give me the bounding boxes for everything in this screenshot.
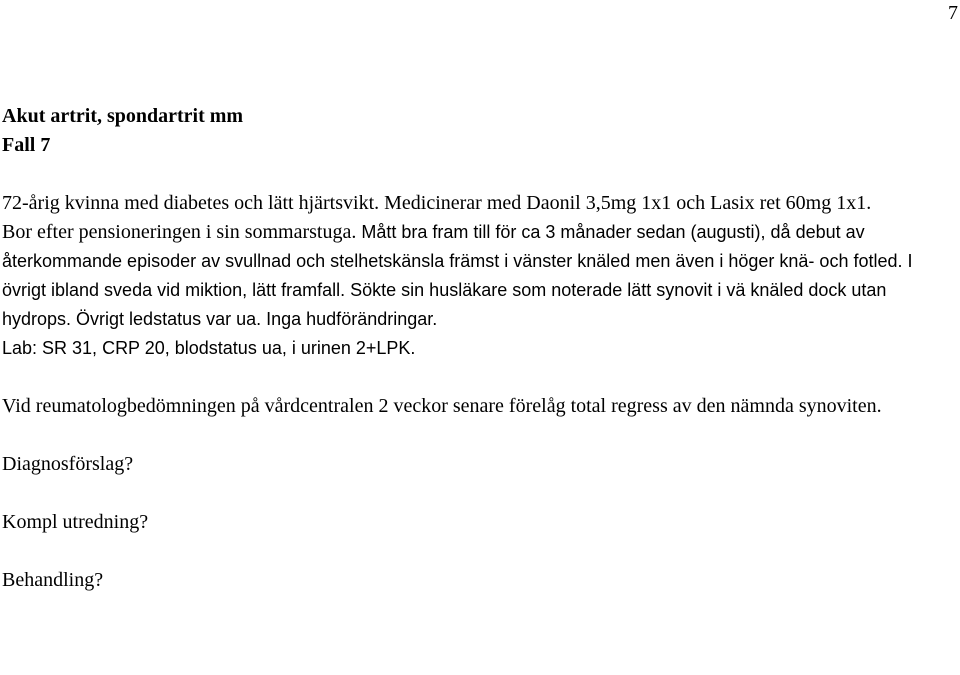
section-title: Akut artrit, spondartrit mm xyxy=(2,105,244,127)
question-diagnosis: Diagnosförslag? xyxy=(2,453,134,475)
case-history-serif: Bor efter pensioneringen i sin sommarstuga. xyxy=(2,221,362,243)
spacer xyxy=(2,479,957,508)
spacer xyxy=(2,537,957,566)
lab-results: Lab: SR 31, CRP 20, blodstatus ua, i urinen 2+LPK. xyxy=(2,338,416,358)
spacer xyxy=(2,363,957,392)
case-history xyxy=(2,218,957,334)
document-body xyxy=(2,102,957,595)
spacer xyxy=(2,421,957,450)
question-workup: Kompl utredning? xyxy=(2,511,149,533)
case-history-sans: Mått bra fram till för ca 3 månader sedan (augusti), då debut av återkommande episoder av svullnad och stelhetskänsla främst i vänster knäled men även i höger knä- och fotled. I övrigt ibland sveda vid miktion, lätt framfall. Sökte sin husläkare som noterade lätt synovit i vä knäled dock utan hydrops. Övrigt ledstatus var ua. Inga hudförändringar. xyxy=(2,222,913,329)
case-label: Fall 7 xyxy=(2,134,51,156)
question-treatment: Behandling? xyxy=(2,569,104,591)
spacer xyxy=(2,160,957,189)
followup-text: Vid reumatologbedömningen på vårdcentralen 2 veckor senare förelåg total regress av den nämnda synoviten. xyxy=(2,395,882,417)
page-number: 7 xyxy=(948,2,958,24)
case-intro: 72-årig kvinna med diabetes och lätt hjärtsvikt. Medicinerar med Daonil 3,5mg 1x1 och Lasix ret 60mg 1x1. xyxy=(2,192,872,214)
